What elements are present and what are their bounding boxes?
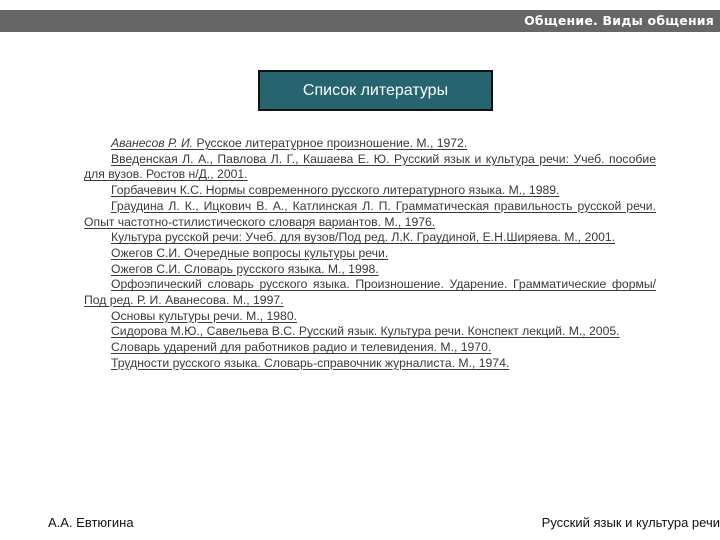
header-title: Общение. Виды общения <box>524 13 714 28</box>
reference-text: Орфоэпический словарь русского языка. Произношение. Ударение. Грамматические формы/Под ред. Р. И. Аванесова. М., 1997. <box>84 277 656 308</box>
reference-item[interactable] <box>84 324 656 340</box>
reference-text: Культура русской речи: Учеб. для вузов/Под ред. Л.К. Граудиной, Е.Н.Ширяева. М., 2001. <box>111 230 616 245</box>
reference-text: Словарь ударений для работников радио и телевидения. М., 1970. <box>111 340 492 355</box>
reference-item[interactable] <box>84 183 656 199</box>
reference-text: Ожегов С.И. Очередные вопросы культуры речи. <box>111 245 389 260</box>
reference-item[interactable] <box>84 152 656 183</box>
reference-item[interactable] <box>84 309 656 325</box>
reference-text: Ожегов С.И. Словарь русского языка. М., 1998. <box>111 261 379 276</box>
reference-list <box>84 136 656 372</box>
header-bar <box>0 10 720 32</box>
reference-item[interactable] <box>84 277 656 308</box>
reference-text: Русское литературное произношение. М., 1972. <box>193 136 468 150</box>
reference-author: Аванесов Р. И. <box>111 136 194 150</box>
reference-item[interactable] <box>84 136 656 152</box>
reference-item[interactable] <box>84 340 656 356</box>
reference-item[interactable] <box>84 262 656 278</box>
footer-author: А.А. Евтюгина <box>48 515 134 530</box>
footer-course: Русский язык и культура речи <box>541 515 720 530</box>
reference-item[interactable] <box>84 199 656 230</box>
reference-text: Основы культуры речи. М., 1980. <box>111 308 297 323</box>
reference-item[interactable] <box>84 230 656 246</box>
reference-text: Сидорова М.Ю., Савельева В.С. Русский язык. Культура речи. Конспект лекций. М., 2005. <box>111 324 620 339</box>
reference-item[interactable] <box>84 246 656 262</box>
reference-text: Горбачевич К.С. Нормы современного русского литературного языка. М., 1989. <box>111 183 560 198</box>
reference-text: Граудина Л. К., Ицкович В. А., Катлинская Л. П. Грамматическая правильность русской речи. Опыт частотно-стилистического словаря вариантов. М., 1976. <box>84 198 656 229</box>
reference-text: Трудности русского языка. Словарь-справочник журналиста. М., 1974. <box>111 355 510 370</box>
bibliography-title-banner <box>258 70 493 111</box>
reference-item[interactable] <box>84 356 656 372</box>
bibliography-title: Список литературы <box>302 81 449 99</box>
reference-text: Введенская Л. А., Павлова Л. Г., Кашаева Е. Ю. Русский язык и культура речи: Учеб. пособие для вузов. Ростов н/Д., 2001. <box>84 151 656 182</box>
